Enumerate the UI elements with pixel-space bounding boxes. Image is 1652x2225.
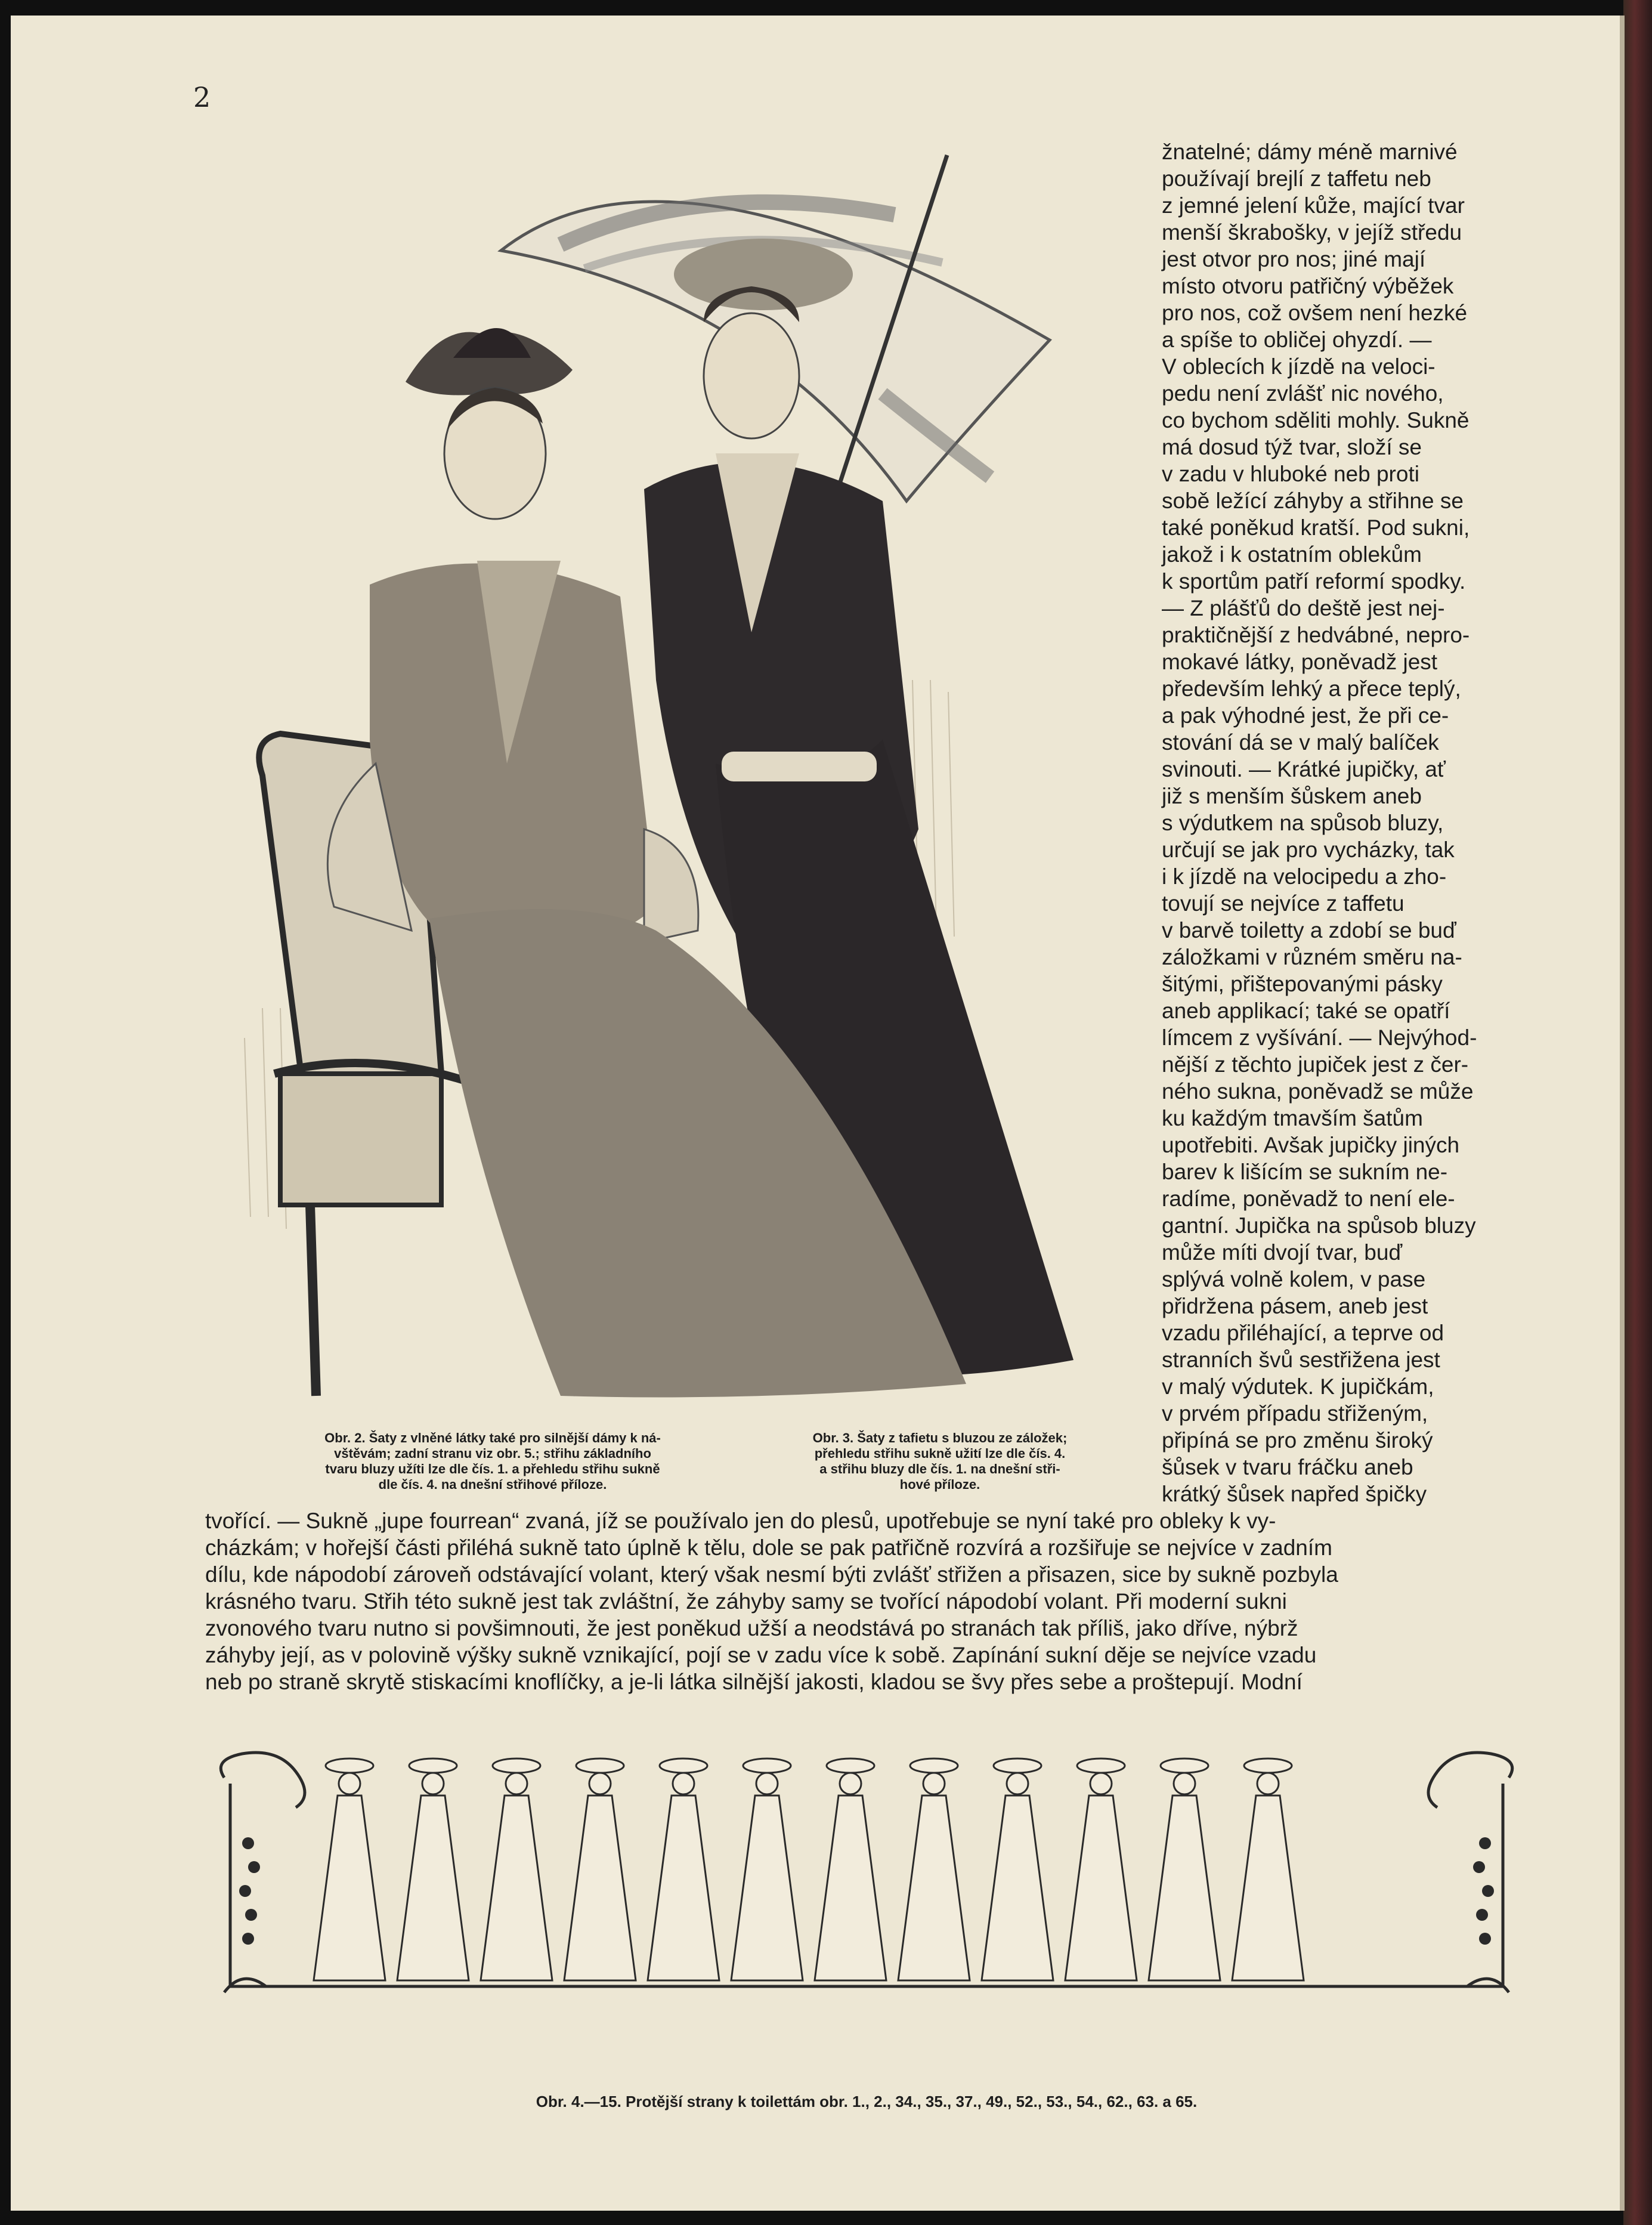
right-column-text: žnatelné; dámy méně marnivé používají brejlí z taffetu neb z jemné jelení kůže, mající tvar menší škrabošky, v jejíž středu jest otvor pro nos; jiné mají místo otvoru patřičný výběžek pro nos, což ovšem není hezké a spíše to obličej ohyzdí. — V oblecích k jízdě na veloci- pedu není zvlášť nic nového, co bychom sděliti mohly. Sukně má dosud týž tvar, složí se v zadu v hluboké neb proti sobě ležící záhyby a střihne se také poněkud kratší. Pod sukni, jakož i k ostatním oblekům k sportům patří reformí spodky. — Z plášťů do deště jest nej- praktičnější z hedvábné, nepro- mokavé látky, poněvadž jest především lehký a přece teplý, a pak výhodné jest, že při ce- stování dá se v malý balíček svinouti. — Krátké jupičky, ať již s menším šůskem aneb s výdutkem na spůsob bluzy, určují se jak pro vycházky, tak i k jízdě na velocipedu a zho- tovují se nejvíce z taffetu v barvě toiletty a zdobí se buď záložkami v různém směru na- šitými, přištepovanými pásky aneb applikací; také se opatří límcem z vyšívání. — Nejvýhod- nější z těchto jupiček jest z čer- ného sukna, poněvadž se může ku každým tmavším šatům upotřebiti. Avšak jupičky jiných barev k lišícím se sukním ne- radíme, poněvadž to není ele- gantní. Jupička na spůsob bluzy může míti dvojí tvar, buď splývá volně kolem, v pase přidržena pásem, aneb jest vzadu přiléhající, a teprve od stranních švů sestřižena jest v malý výdutek. K jupičkám, v prvém případu střiženým, připíná se pro změnu široký šůsek v tvaru fráčku aneb krátký šůsek napřed špičky	[1162, 140, 1477, 1506]
figures-4-15-caption: Obr. 4.—15. Protější strany k toilettám obr. 1., 2., 34., 35., 37., 49., 52., 53., 54., 62., 63. a 65.	[536, 2093, 1198, 2110]
figure-2-caption	[266, 1430, 719, 1492]
page-edge	[1620, 16, 1625, 2211]
book-binding	[1623, 0, 1652, 2225]
figure-3-caption-text: Obr. 3. Šaty z tafietu s bluzou ze záložek; přehledu střihu sukně užití lze dle čís. 4. a střihu bluzy dle čís. 1. na dnešní stři- hové příloze.	[812, 1430, 1068, 1492]
page-number: 2	[193, 81, 211, 113]
body-paragraph: tvořící. — Sukně „jupe fourrean“ zvaná, jíž se používalo jen do plesů, upotřebuje se nyní také pro obleky k vy- cházkám; v hořejší části přiléhá sukně tato úplně k tělu, dole se pak patřičně rozvírá a rozšiřuje se nejvíce v zadním dílu, kde nápodobí zároveň odstávající volant, který však nesmí býti zvlášť střižen a přisazen, sice by sukně pozbyla krásného tvaru. Střih této sukně jest tak zvláštní, že záhyby samy se tvořící nápodobí volant. Při moderní sukni zvonového tvaru nutno si povšimnouti, že jest poněkud užší a neodstává po stranách tak příliš, jako dříve, nýbrž záhyby její, as v polovině výšky sukně vznikající, pojí se v zadu více k sobě. Zapínání sukní děje se nejvíce vzadu neb po straně skrytě stiskacími knoflíčky, a je-li látka silnější jakosti, kladou se švy přes sebe a proštepují. Modní	[205, 1509, 1338, 1694]
figure-2-caption-text: Obr. 2. Šaty z vlněné látky také pro silnější dámy k ná- vštěvám; zadní stranu viz obr. 5.; střihu základního tvaru bluzy užíti lze dle čís. 1. a přehledu střihu sukně dle čís. 4. na dnešní střihové příloze.	[324, 1430, 661, 1492]
figure-3-caption	[773, 1430, 1107, 1492]
fashion-figures-frieze	[206, 1748, 1527, 2004]
fashion-plate-illustration	[227, 143, 1109, 1414]
